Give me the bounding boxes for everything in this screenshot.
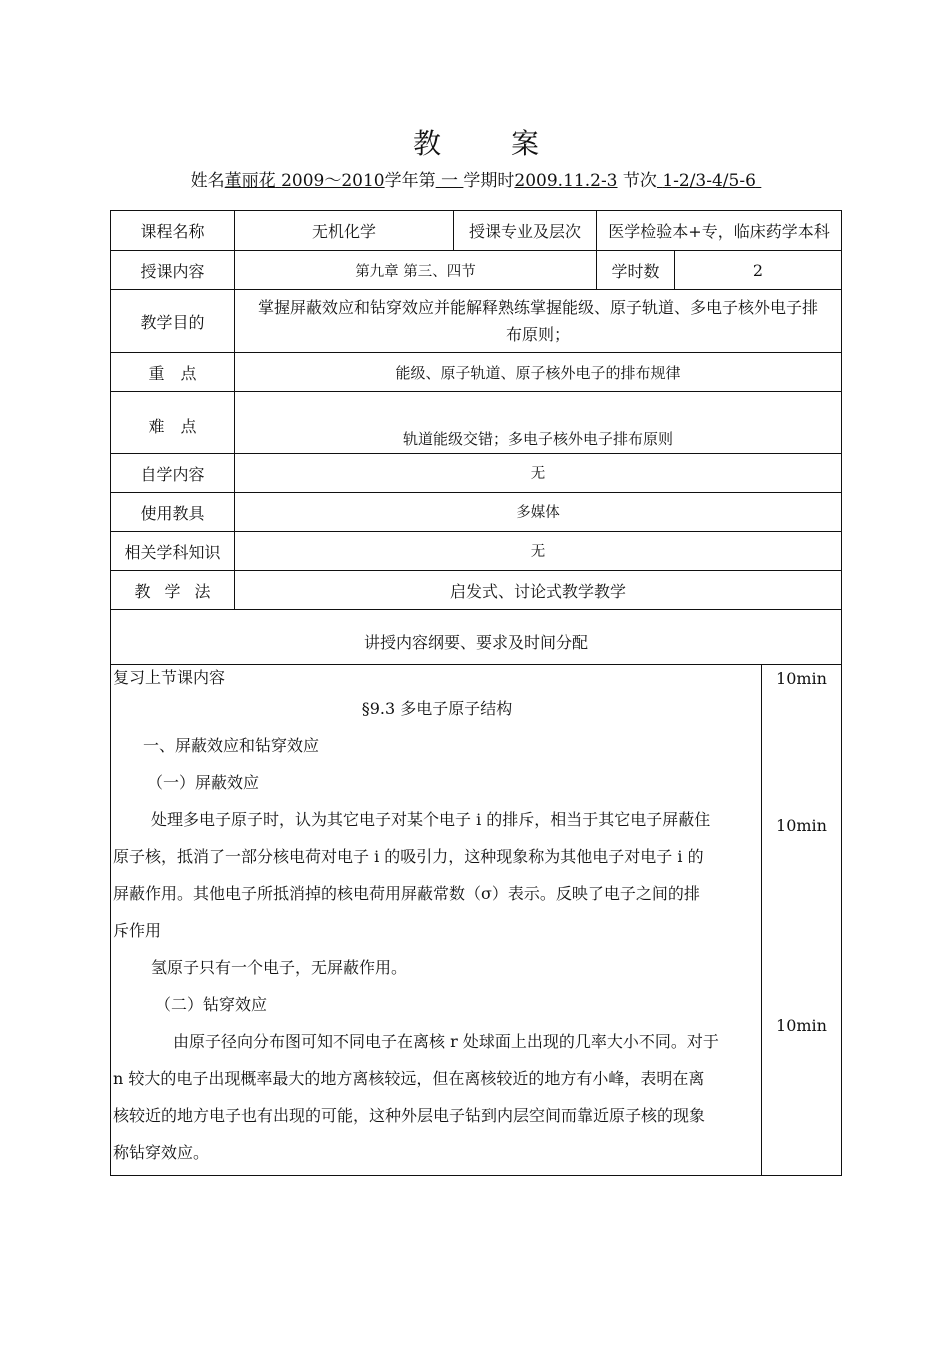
penetration-para-line-4: 称钻穿效应。	[113, 1143, 210, 1162]
heading-1: 一、屏蔽效应和钻穿效应	[143, 736, 320, 755]
content-value: 第九章 第三、四节	[235, 251, 597, 290]
difficult-label: 难 点	[111, 392, 235, 454]
self-study-value: 无	[235, 454, 842, 493]
row-plan-title	[111, 610, 842, 665]
header-info-line	[0, 166, 952, 191]
row-lecture-content	[111, 665, 842, 1176]
difficult-value: 轨道能级交错；多电子核外电子排布原则	[235, 392, 842, 454]
related-label: 相关学科知识	[111, 532, 235, 571]
name-label: 姓名	[190, 171, 225, 191]
plan-title: 讲授内容纲要、要求及时间分配	[111, 610, 842, 665]
lesson-plan-table	[110, 210, 842, 1176]
screening-para-line-1: 处理多电子原子时，认为其它电子对某个电子 i 的排斥，相当于其它电子屏蔽住	[151, 810, 711, 829]
purpose-label: 教学目的	[111, 290, 235, 353]
major-label: 授课专业及层次	[454, 211, 597, 251]
purpose-value	[235, 290, 842, 353]
self-study-label: 自学内容	[111, 454, 235, 493]
row-tools	[111, 493, 842, 532]
heading-screening: （一）屏蔽效应	[147, 773, 260, 792]
academic-year: 2009～2010	[281, 171, 385, 191]
row-content	[111, 251, 842, 290]
purpose-line-2: 布原则；	[505, 325, 570, 344]
title-char-2: 案	[511, 127, 540, 160]
major-value: 医学检验本+专，临床药学本科	[597, 211, 842, 251]
purpose-line-1: 掌握屏蔽效应和钻穿效应并能解释熟练掌握能级、原子轨道、多电子核外电子排	[257, 298, 818, 317]
heading-penetration: （二）钻穿效应	[155, 995, 268, 1014]
review-line: 复习上节课内容	[113, 668, 226, 687]
term-label: 学期时	[463, 171, 515, 191]
term-value: 一	[441, 171, 459, 191]
row-difficult-points	[111, 392, 842, 454]
year-label: 学年第	[384, 171, 436, 191]
row-course-name	[111, 211, 842, 251]
session-label: 节次	[622, 171, 657, 191]
key-label: 重 点	[111, 353, 235, 392]
row-purpose	[111, 290, 842, 353]
penetration-para-line-2: n 较大的电子出现概率最大的地方离核较远，但在离核较近的地方有小峰，表明在离	[113, 1069, 705, 1088]
row-self-study	[111, 454, 842, 493]
screening-para-line-4: 斥作用	[113, 921, 162, 940]
hours-label: 学时数	[597, 251, 675, 290]
time-screening: 10min	[776, 816, 827, 835]
title-char-1: 教	[412, 127, 441, 160]
related-value: 无	[235, 532, 842, 571]
page-title	[0, 122, 952, 162]
row-related	[111, 532, 842, 571]
hours-value: 2	[675, 251, 842, 290]
session-value: 1-2/3-4/5-6	[662, 171, 756, 191]
date-value: 2009.11.2-3	[514, 171, 618, 191]
penetration-para-line-1: 由原子径向分布图可知不同电子在离核 r 处球面上出现的几率大小不同。对于	[173, 1032, 719, 1051]
row-key-points	[111, 353, 842, 392]
row-method	[111, 571, 842, 610]
hydrogen-note: 氢原子只有一个电子，无屏蔽作用。	[151, 958, 408, 977]
screening-para-line-2: 原子核，抵消了一部分核电荷对电子 i 的吸引力，这种现象称为其他电子对电子 i 的	[113, 847, 704, 866]
tools-value: 多媒体	[235, 493, 842, 532]
penetration-para-line-3: 核较近的地方电子也有出现的可能，这种外层电子钻到内层空间而靠近原子核的现象	[113, 1106, 706, 1125]
section-title: §9.3 多电子原子结构	[361, 699, 513, 718]
time-penetration: 10min	[776, 1016, 827, 1035]
content-label: 授课内容	[111, 251, 235, 290]
teacher-name: 董丽花	[224, 171, 276, 191]
method-label: 教学法	[111, 571, 235, 610]
time-allocation	[762, 665, 842, 1176]
lecture-content	[111, 665, 762, 1176]
key-value: 能级、原子轨道、原子核外电子的排布规律	[235, 353, 842, 392]
course-name-value: 无机化学	[235, 211, 454, 251]
tools-label: 使用教具	[111, 493, 235, 532]
method-value: 启发式、讨论式教学教学	[235, 571, 842, 610]
screening-para-line-3: 屏蔽作用。其他电子所抵消掉的核电荷用屏蔽常数（σ）表示。反映了电子之间的排	[113, 884, 700, 903]
course-name-label: 课程名称	[111, 211, 235, 251]
time-review: 10min	[776, 669, 827, 688]
